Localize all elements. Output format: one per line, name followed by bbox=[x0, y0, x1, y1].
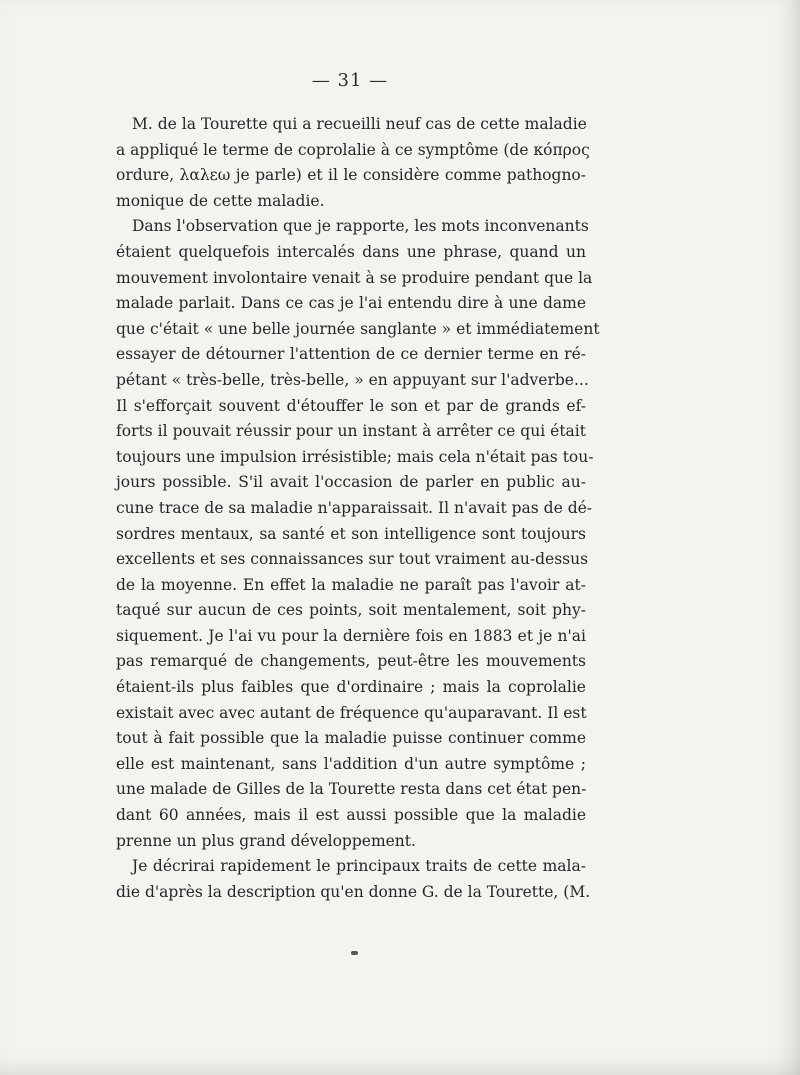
text-line: Je décrirai rapidement le principaux traits de cette mala- bbox=[132, 857, 586, 876]
text-line: existait avec avec autant de fréquence qu'auparavant. Il est bbox=[116, 703, 587, 722]
text-line: sordres mentaux, sa santé et son intelligence sont toujours bbox=[116, 524, 586, 543]
text-line: tout à fait possible que la maladie puisse continuer comme bbox=[116, 729, 586, 748]
text-line: forts il pouvait réussir pour un instant à arrêter ce qui était bbox=[116, 422, 586, 441]
text-line: elle est maintenant, sans l'addition d'un autre symptôme ; bbox=[116, 754, 586, 773]
text-line: taqué sur aucun de ces points, soit mentalement, soit phy- bbox=[116, 601, 586, 620]
text-line: une malade de Gilles de la Tourette resta dans cet état pen- bbox=[116, 780, 587, 799]
text-line: que c'était « une belle journée sanglante » et immédiatement bbox=[116, 319, 600, 338]
text-line: malade parlait. Dans ce cas je l'ai entendu dire à une dame bbox=[116, 294, 586, 313]
text-line: excellents et ses connaissances sur tout vraiment au-dessus bbox=[116, 550, 589, 569]
text-line: prenne un plus grand développement. bbox=[116, 831, 416, 850]
text-line: pétant « très-belle, très-belle, » en appuyant sur l'adverbe... bbox=[116, 370, 589, 389]
text-line: siquement. Je l'ai vu pour la dernière fois en 1883 et je n'ai bbox=[116, 626, 586, 645]
text-line: toujours une impulsion irrésistible; mais cela n'était pas tou- bbox=[116, 447, 594, 466]
text-line: pas remarqué de changements, peut-être les mouvements bbox=[116, 652, 586, 671]
text-line: die d'après la description qu'en donne G. de la Tourette, (M. bbox=[116, 882, 591, 901]
text-line: Il s'efforçait souvent d'étouffer le son et par de grands ef- bbox=[116, 396, 586, 415]
text-line: M. de la Tourette qui a recueilli neuf cas de cette maladie bbox=[132, 115, 587, 133]
text-line: jours possible. S'il avait l'occasion de parler en public au- bbox=[116, 473, 586, 492]
text-line: mouvement involontaire venait à se produire pendant que la bbox=[116, 268, 593, 287]
ink-speck bbox=[351, 951, 358, 955]
text-line: étaient-ils plus faibles que d'ordinaire ; mais la coprolalie bbox=[116, 678, 586, 697]
text-line: cune trace de sa maladie n'apparaissait. Il n'avait pas de dé- bbox=[116, 498, 593, 517]
text-line: étaient quelquefois intercalés dans une phrase, quand un bbox=[116, 242, 586, 261]
text-line: dant 60 années, mais il est aussi possible que la maladie bbox=[116, 806, 586, 825]
text-line: a appliqué le terme de coprolalie à ce symptôme (de κόπρος bbox=[116, 140, 590, 159]
text-line: de la moyenne. En effet la maladie ne paraît pas l'avoir at- bbox=[116, 575, 586, 594]
text-line: Dans l'observation que je rapporte, les mots inconvenants bbox=[132, 217, 589, 236]
body-text bbox=[116, 112, 600, 905]
text-line: monique de cette maladie. bbox=[116, 191, 325, 210]
page-number: — 31 — bbox=[311, 70, 389, 91]
text-line: ordure, λαλεω je parle) et il le considère comme pathogno- bbox=[116, 166, 586, 185]
text-line: essayer de détourner l'attention de ce dernier terme en ré- bbox=[116, 345, 586, 364]
